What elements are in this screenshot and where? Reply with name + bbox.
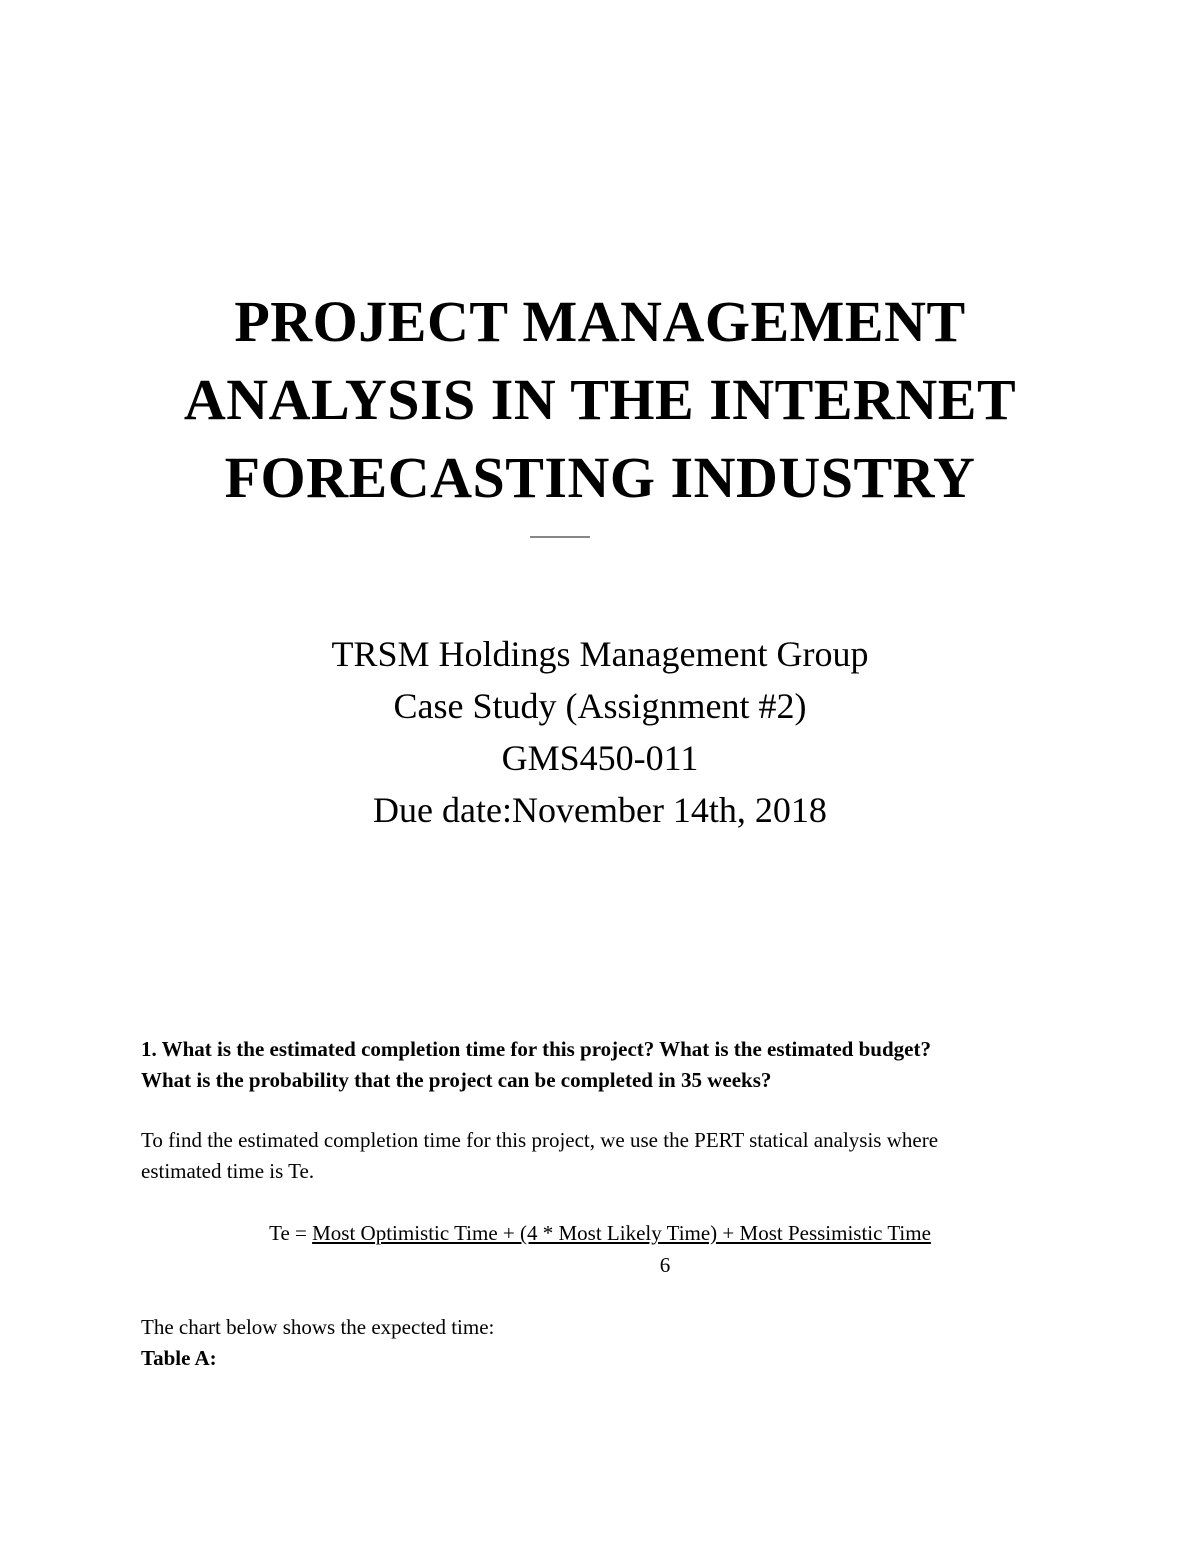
question-1	[141, 1034, 1081, 1096]
subtitle-block	[0, 628, 1200, 836]
question-1-line-1: 1. What is the estimated completion time for this project? What is the estimated budget?	[141, 1037, 931, 1061]
table-a-label: Table A:	[141, 1346, 217, 1370]
due-date: Due date:November 14th, 2018	[373, 790, 827, 830]
formula-lhs: Te =	[269, 1221, 313, 1245]
formula-denominator: 6	[659, 1253, 671, 1277]
title-divider	[530, 536, 590, 538]
question-1-line-2: What is the probability that the project can be completed in 35 weeks?	[141, 1068, 772, 1092]
title-line-3: FORECASTING INDUSTRY	[224, 445, 976, 510]
title-line-1: PROJECT MANAGEMENT	[234, 289, 966, 354]
assignment-name: Case Study (Assignment #2)	[393, 686, 807, 726]
intro-line-2: estimated time is Te.	[141, 1159, 315, 1183]
company-name: TRSM Holdings Management Group	[331, 634, 869, 674]
formula-numerator: Most Optimistic Time + (4 * Most Likely Time) + Most Pessimistic Time	[312, 1221, 931, 1245]
intro-line-1: To find the estimated completion time for this project, we use the PERT statical analysis where	[141, 1128, 939, 1152]
chart-intro: The chart below shows the expected time:	[141, 1315, 495, 1339]
title-block	[0, 283, 1200, 517]
course-code: GMS450-011	[501, 738, 699, 778]
pert-formula	[0, 1218, 1200, 1249]
title-line-2: ANALYSIS IN THE INTERNET	[183, 367, 1017, 432]
intro-paragraph	[141, 1125, 1081, 1187]
